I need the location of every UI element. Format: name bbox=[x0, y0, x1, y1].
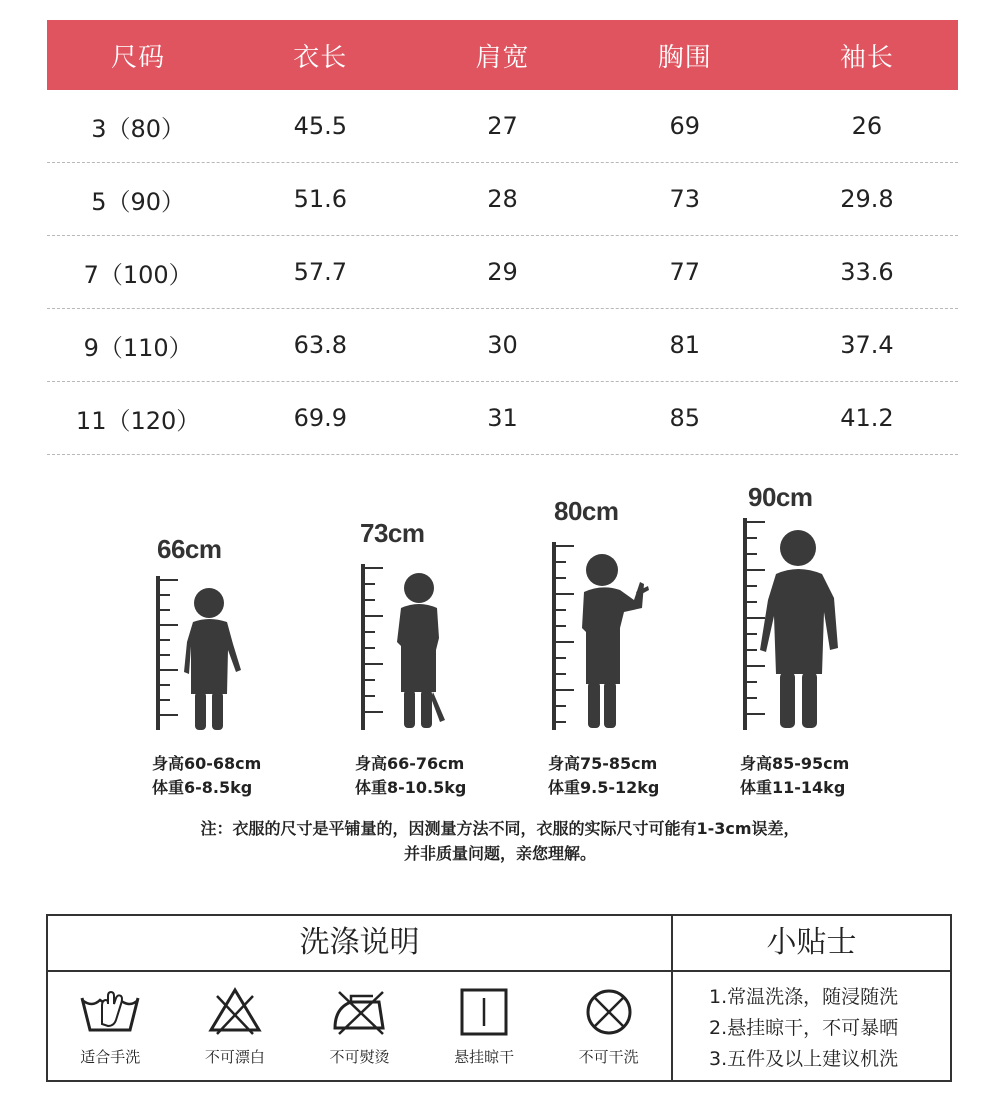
kid-silhouette-icon bbox=[760, 528, 844, 736]
cell-sleeve: 33.6 bbox=[840, 258, 894, 286]
figure-height-range: 身高75-85cm bbox=[548, 754, 658, 773]
wash-label: 不可熨烫 bbox=[329, 1048, 390, 1066]
height-label: 73cm bbox=[360, 518, 425, 548]
cell-chest: 81 bbox=[669, 331, 700, 359]
figure-caption bbox=[548, 752, 659, 800]
tips-list bbox=[673, 972, 950, 1080]
cell-chest: 73 bbox=[669, 185, 700, 213]
no-dry-clean-icon bbox=[577, 986, 641, 1036]
ruler-icon bbox=[156, 576, 186, 730]
height-label: 90cm bbox=[748, 482, 813, 512]
care-instructions-table bbox=[46, 914, 952, 1082]
measurement-note bbox=[0, 816, 1000, 866]
tip-item: 1.常温洗涤，随浸随洗 bbox=[709, 986, 899, 1008]
table-row bbox=[47, 90, 958, 163]
tip-item: 2.悬挂晾干，不可暴晒 bbox=[709, 1017, 899, 1039]
height-label: 66cm bbox=[157, 534, 222, 564]
header-sleeve: 袖长 bbox=[839, 42, 894, 73]
height-label: 80cm bbox=[554, 496, 619, 526]
wash-item bbox=[297, 972, 422, 1080]
wash-label: 适合手洗 bbox=[80, 1048, 141, 1066]
baby-silhouette-icon bbox=[183, 586, 247, 736]
cell-size: 3（80） bbox=[91, 114, 185, 143]
note-line-1: 注：衣服的尺寸是平铺量的，因测量方法不同，衣服的实际尺寸可能有1-3cm误差， bbox=[200, 819, 800, 838]
ruler-icon bbox=[361, 564, 391, 730]
toddler-silhouette-icon bbox=[393, 572, 449, 734]
cell-sleeve: 37.4 bbox=[840, 331, 894, 359]
cell-length: 63.8 bbox=[293, 331, 348, 359]
figure-caption bbox=[152, 752, 261, 800]
figure-height-range: 身高66-76cm bbox=[355, 754, 465, 773]
cell-chest: 85 bbox=[669, 404, 700, 432]
figure-weight-range: 体重11-14kg bbox=[740, 778, 846, 797]
wash-label: 不可干洗 bbox=[578, 1048, 639, 1066]
cell-sleeve: 41.2 bbox=[840, 404, 894, 432]
growth-chart bbox=[0, 470, 1000, 810]
no-iron-icon bbox=[327, 986, 391, 1036]
cell-size: 5（90） bbox=[91, 187, 185, 216]
cell-length: 51.6 bbox=[293, 185, 348, 213]
cell-size: 9（110） bbox=[83, 333, 193, 362]
cell-sleeve: 29.8 bbox=[840, 185, 894, 213]
no-bleach-icon bbox=[203, 986, 267, 1036]
figure-weight-range: 体重9.5-12kg bbox=[548, 778, 660, 797]
cell-length: 57.7 bbox=[293, 258, 348, 286]
size-table bbox=[47, 20, 958, 455]
cell-size: 7（100） bbox=[83, 260, 193, 289]
header-size: 尺码 bbox=[111, 42, 166, 73]
cell-shoulder: 27 bbox=[487, 112, 518, 140]
cell-chest: 77 bbox=[669, 258, 700, 286]
cell-shoulder: 28 bbox=[487, 185, 518, 213]
figure-weight-range: 体重6-8.5kg bbox=[152, 778, 253, 797]
cell-length: 45.5 bbox=[293, 112, 348, 140]
wash-label: 不可漂白 bbox=[204, 1048, 265, 1066]
table-row bbox=[47, 236, 958, 309]
header-length: 衣长 bbox=[293, 42, 348, 73]
header-chest: 胸围 bbox=[657, 42, 712, 73]
wash-item bbox=[546, 972, 671, 1080]
table-row bbox=[47, 309, 958, 382]
hang-dry-icon bbox=[452, 986, 516, 1036]
size-table-header bbox=[47, 20, 958, 90]
figure-caption bbox=[355, 752, 466, 800]
wash-item bbox=[422, 972, 547, 1080]
cell-sleeve: 26 bbox=[851, 112, 883, 140]
header-shoulder: 肩宽 bbox=[475, 42, 530, 73]
cell-size: 11（120） bbox=[75, 406, 201, 435]
cell-chest: 69 bbox=[669, 112, 700, 140]
figure-height-range: 身高85-95cm bbox=[740, 754, 850, 773]
wash-item bbox=[48, 972, 173, 1080]
tips-title: 小贴士 bbox=[766, 925, 857, 960]
wash-label: 悬挂晾干 bbox=[454, 1048, 515, 1066]
table-row bbox=[47, 163, 958, 236]
note-line-2: 并非质量问题，亲您理解。 bbox=[403, 844, 596, 863]
child-silhouette-icon bbox=[578, 552, 650, 734]
wash-instructions-title: 洗涤说明 bbox=[299, 925, 420, 960]
figure-weight-range: 体重8-10.5kg bbox=[355, 778, 467, 797]
hand-wash-icon bbox=[78, 986, 142, 1036]
wash-symbols bbox=[48, 972, 671, 1080]
cell-shoulder: 30 bbox=[487, 331, 518, 359]
wash-item bbox=[173, 972, 298, 1080]
figure-caption bbox=[740, 752, 849, 800]
cell-shoulder: 31 bbox=[487, 404, 518, 432]
tip-item: 3.五件及以上建议机洗 bbox=[709, 1048, 899, 1070]
cell-length: 69.9 bbox=[293, 404, 348, 432]
cell-shoulder: 29 bbox=[487, 258, 518, 286]
figure-height-range: 身高60-68cm bbox=[152, 754, 262, 773]
table-row bbox=[47, 382, 958, 455]
